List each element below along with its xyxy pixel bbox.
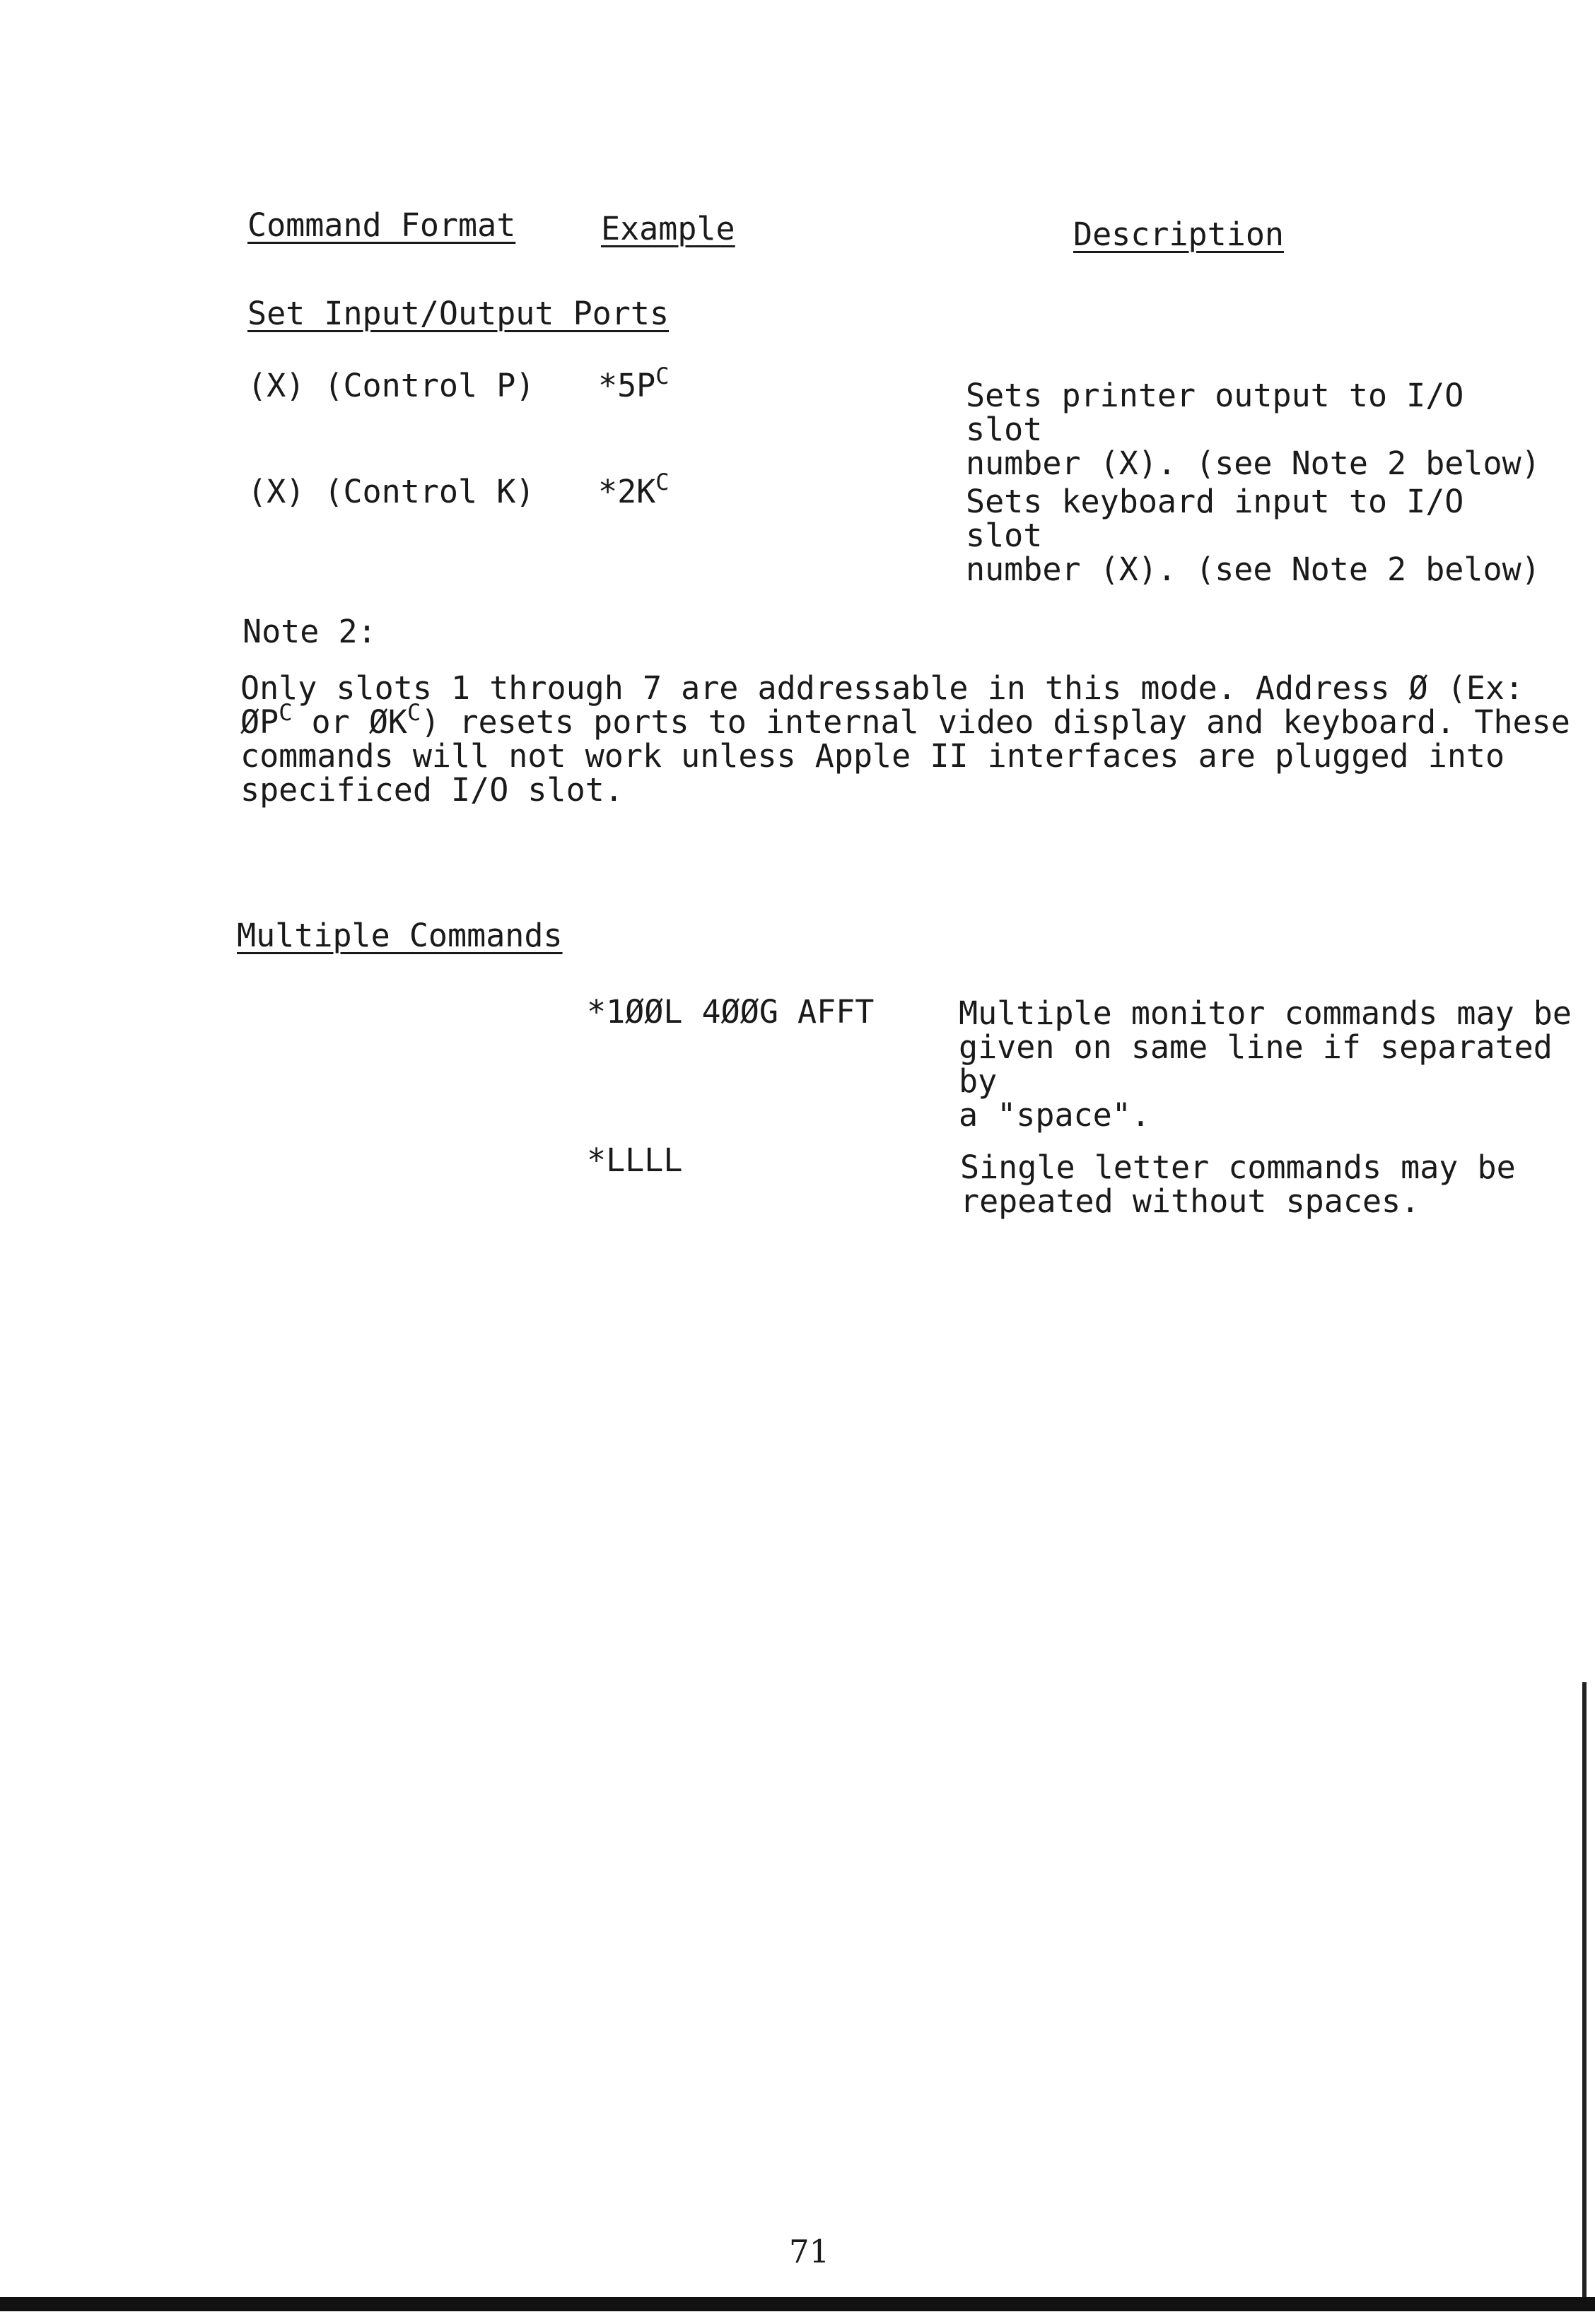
description-multiple-line3: a "space".: [959, 1096, 1150, 1134]
description-single-line1: Single letter commands may be: [960, 1149, 1516, 1186]
example-single-letter: *LLLL: [587, 1142, 683, 1179]
command-format-control-p: (X) (Control P): [247, 367, 535, 404]
example-control-p: [598, 363, 670, 404]
description-multiple-line2: given on same line if separated by: [959, 1028, 1553, 1100]
example-control-k-sup: C: [655, 469, 670, 495]
example-control-p-main: *5P: [598, 367, 656, 404]
scan-edge-bottom: [0, 2297, 1595, 2311]
description-control-k-line1: Sets keyboard input to I/O slot: [966, 483, 1464, 554]
example-control-k-main: *2K: [598, 473, 656, 510]
example-control-k: [598, 469, 670, 510]
example-multiple-commands: *1ØØL 4ØØG AFFT: [587, 993, 875, 1031]
description-multiple-line1: Multiple monitor commands may be: [959, 994, 1572, 1032]
description-multiple-commands: [959, 994, 1581, 1134]
scan-edge-right: [1582, 1682, 1587, 2304]
description-control-p-line2: number (X). (see Note 2 below): [966, 445, 1541, 482]
note2-text-part3: ) resets ports to internal video display and keyboard. These commands will not work unless Apple II interfaces are plugged into specificed I/O slot.: [240, 703, 1570, 809]
command-format-control-k: (X) (Control K): [247, 473, 535, 510]
description-control-k: [966, 485, 1546, 587]
note2-text-part1: Only slots 1 through 7 are addressable in this mode. Address Ø (Ex: ØP: [240, 669, 1524, 741]
note2-sup2: C: [407, 699, 421, 726]
note2-title: Note 2:: [243, 613, 377, 650]
description-single-line2: repeated without spaces.: [960, 1182, 1420, 1220]
header-command-format: Command Format: [247, 206, 516, 244]
description-control-k-line2: number (X). (see Note 2 below): [966, 551, 1541, 588]
description-control-p: [966, 379, 1546, 481]
section-title-multiple-commands: Multiple Commands: [237, 917, 563, 954]
page-number: 71: [789, 2233, 830, 2270]
section-title-io-ports: Set Input/Output Ports: [247, 295, 670, 332]
header-description: Description: [1073, 216, 1285, 253]
note2-body: [240, 671, 1584, 807]
note2-text-part2: or ØK: [292, 703, 408, 741]
note2-sup1: C: [279, 699, 293, 726]
description-single-letter: [960, 1151, 1540, 1219]
header-example: Example: [601, 210, 735, 247]
example-control-p-sup: C: [655, 363, 670, 389]
description-control-p-line1: Sets printer output to I/O slot: [966, 377, 1464, 448]
